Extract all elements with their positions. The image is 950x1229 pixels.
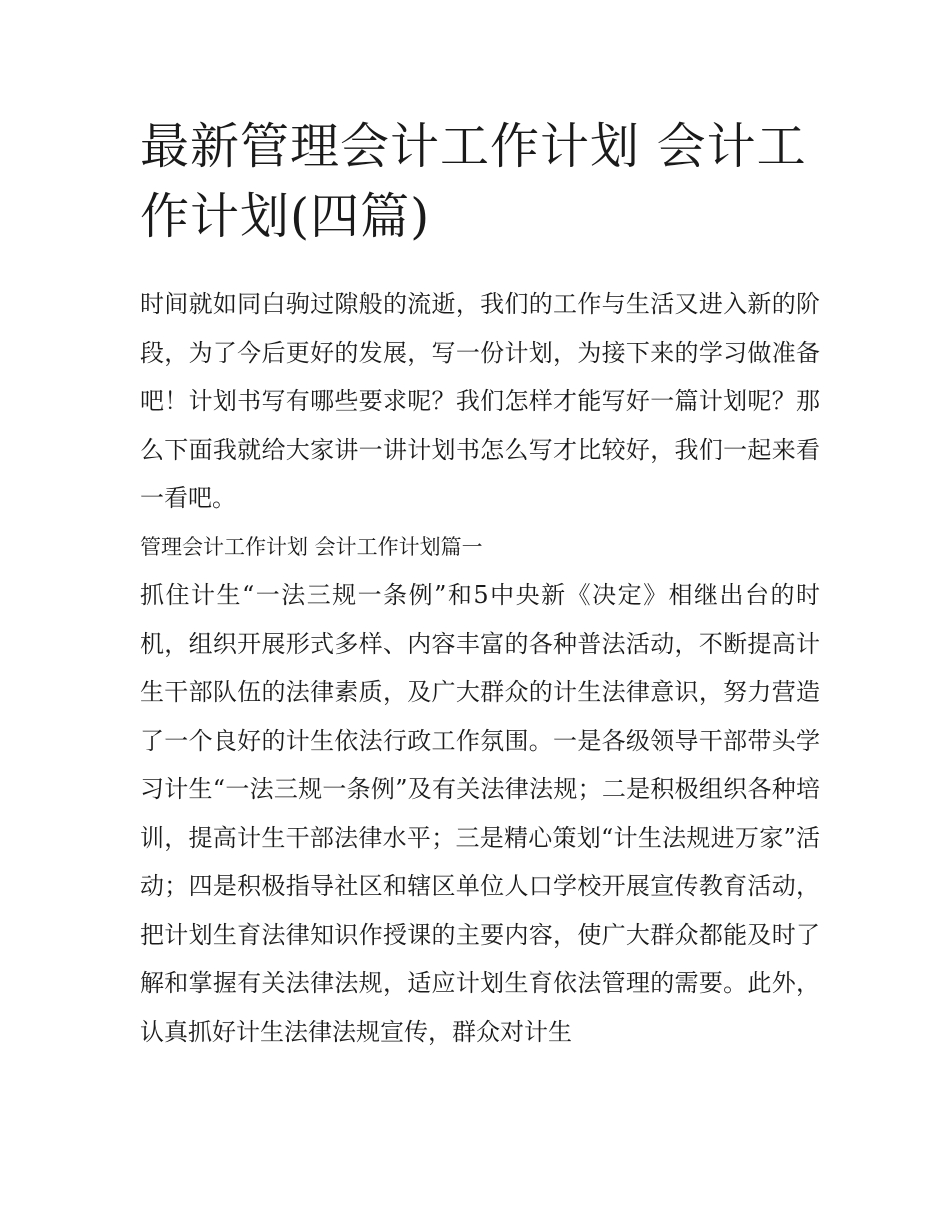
section-paragraph: 抓住计生“一法三规一条例”和5中央新《决定》相继出台的时机，组织开展形式多样、内容丰富的各种普法活动，不断提高计生干部队伍的法律素质，及广大群众的计生法律意识，努力营造了一个良好的计生依法行政工作氛围。一是各级领导干部带头学习计生“一法三规一条例”及有关法律法规；二是积极组织各种培训，提高计生干部法律水平；三是精心策划“计生法规进万家”活动；四是积极指导社区和辖区单位人口学校开展宣传教育活动，把计划生育法律知识作授课的主要内容，使广大群众都能及时了解和掌握有关法律法规，适应计划生育依法管理的需要。此外，认真抓好计生法律法规宣传，群众对计生: [140, 581, 820, 1046]
document-body: [140, 280, 820, 1056]
intro-paragraph: 时间就如同白驹过隙般的流逝，我们的工作与生活又进入新的阶段，为了今后更好的发展，写一份计划，为接下来的学习做准备吧！计划书写有哪些要求呢？我们怎样才能写好一篇计划呢？那么下面我就给大家讲一讲计划书怎么写才比较好，我们一起来看一看吧。: [140, 290, 820, 512]
document-title: 最新管理会计工作计划 会计工作计划(四篇): [140, 118, 807, 245]
section-heading: 管理会计工作计划 会计工作计划篇一: [140, 534, 483, 559]
